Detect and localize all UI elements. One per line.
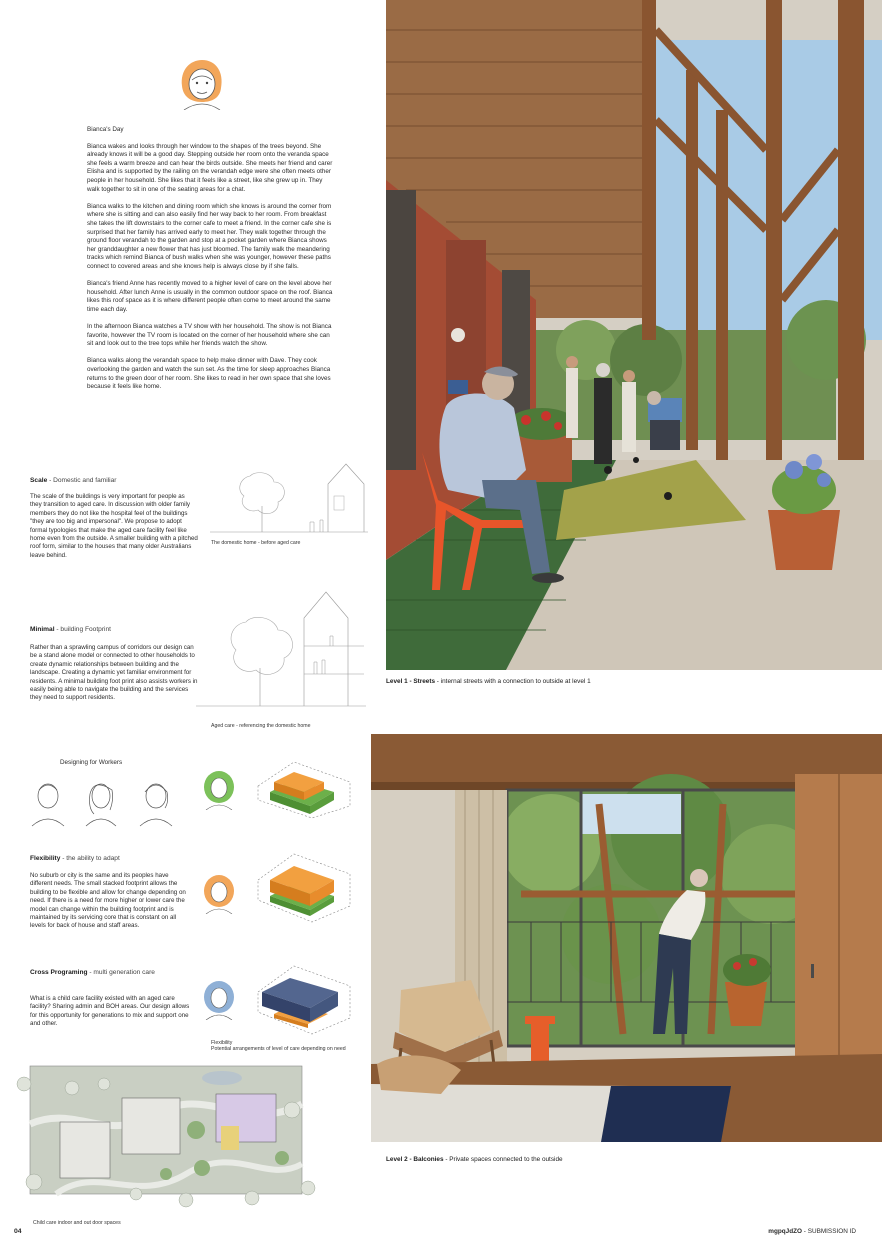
bianca-story [87,126,335,392]
story-title: Bianca's Day [87,126,124,133]
minimal-subheading: - building Footprint [54,626,111,633]
minimal-heading-bold: Minimal [30,626,55,633]
level-1-streets-render [386,0,882,670]
elder-face-icon [202,980,236,1020]
minimal-heading [30,625,111,634]
scale-text: The scale of the buildings is very important for people as they transition to aged care. In discussion with older family members they do not like the hospital feel of the buildings "they are too big and impersonal". We propose to adopt formal typologies that make the aged care facility feel like home even from the outside. A smaller building with a pitched roof form, similar to the houses that many older Australians leave behind. [30,493,198,559]
domestic-home-sketch [210,456,368,536]
stacked-block-diagram-3 [254,962,354,1038]
flexibility-heading-bold: Flexibility [30,855,61,862]
cross-programing-text: What is a child care facility existed with an aged care facility? Sharing admin and BOH areas. Our design allows for this opportunity for generations to mix and support one and other. [30,995,190,1028]
worker-face-icon [202,770,236,810]
story-paragraph-2: Bianca walks to the kitchen and dining room which she knows is around the corner from where she is sitting and can also easily find her way back to her room. From breakfast she takes the lift downstairs to the corner cafe to meet a friend. In the corner cafe she is surprised that her family has arrived early to meet her. They walk together through the ground floor verandah to the garden and stop at a pocket garden where Bianca shows her granddaughter a new flower that has just bloomed. The family walk the meandering tracks which remind Bianca of bush walks when she was younger, however these paths connect to covered areas and she knows help is always close by if she falls. [87,202,332,270]
submission-id [768,1228,856,1235]
cross-programing-subheading: - multi generation care [87,969,155,976]
level-2-balconies-render [371,734,882,1142]
stacked-block-diagram-1 [254,758,354,820]
story-paragraph-3: Bianca's friend Anne has recently moved to a higher level of care on the level above her household. After lunch Anne is usually in the common outdoor space on the roof. Bianca likes this roof space as it is where different people often come to meet around the same time each day. [87,280,333,313]
scale-subheading: - Domestic and familiar [47,477,117,484]
page-number: 04 [14,1228,22,1235]
cross-programing-heading-bold: Cross Programing [30,969,88,976]
level-1-caption [386,678,591,685]
stacked-block-diagram-2 [254,850,354,926]
flexibility-text: No suburb or city is the same and its peoples have different needs. The small stacked footprint allows the building to be flexible and allow for change depending on need. If there is a need for more higher or lower care the model can change within the building footprint and is maintained by its servicing core that is constant on all levels for back of house and staff areas. [30,872,186,930]
level-1-caption-label: Level 1 - Streets [386,678,436,685]
level-2-caption-desc: - Private spaces connected to the outside [443,1156,563,1163]
site-plan-caption: Child care indoor and out door spaces [33,1220,121,1226]
minimal-caption: Aged care - referencing the domestic home [211,723,311,729]
flexibility-subheading: - the ability to adapt [60,855,120,862]
diagram-caption-title: Flexibility [211,1040,233,1046]
carer-face-icon [202,874,236,914]
level-2-caption-label: Level 2 - Balconies [386,1156,444,1163]
scale-caption: The domestic home - before aged care [211,540,301,546]
story-paragraph-1: Bianca wakes and looks through her window to the shapes of the trees beyond. She already knows it will be a good day. Stepping outside her room onto the veranda space she feels a warm breeze and can hear the birds outside. She meets her friend and carer Elisha and is supported by the railing on the verandah edge were she often meets other people in her household. She likes that it feels like a street, like she grew up in. They walk together to sit in one of the seating areas for a chat. [87,142,333,193]
cross-programing-heading [30,968,155,977]
minimal-text: Rather than a sprawling campus of corridors our design can be a stand alone model or connected to other households to create dynamic relationships between building and the landscape. Creating a dynamic yet familiar environment for residents. A minimal building foot print also assists workers in easily being able to navigate the building and the services they need to support residents. [30,644,198,702]
worker-portraits [28,774,183,828]
aged-care-sketch [196,588,366,710]
bianca-portrait [174,56,230,110]
flexibility-heading [30,854,120,863]
story-paragraph-4: In the afternoon Bianca watches a TV show with her household. The show is not Bianca favorite, however the TV room is located on the corner of her household where she can sit and look out to the tree tops while her friends watch the show. [87,323,332,348]
story-paragraph-5: Bianca walks along the verandah space to help make dinner with Dave. They cook overlooking the garden and watch the sun set. As the time for sleep approaches Bianca returns to the green door of her room. She likes to read in her own space that she loves because it feels like home. [87,357,331,391]
level-1-caption-desc: - internal streets with a connection to outside at level 1 [435,678,591,685]
workers-title: Designing for Workers [60,759,123,766]
scale-heading-bold: Scale [30,477,48,484]
site-plan [16,1064,316,1216]
diagram-caption-text: Potential arrangements of level of care depending on need [211,1046,346,1053]
diagram-caption [211,1040,346,1053]
level-2-caption [386,1156,563,1163]
scale-heading [30,476,117,485]
submission-label: - SUBMISSION ID [802,1228,856,1235]
submission-code: mgpqJdZO [768,1228,803,1235]
